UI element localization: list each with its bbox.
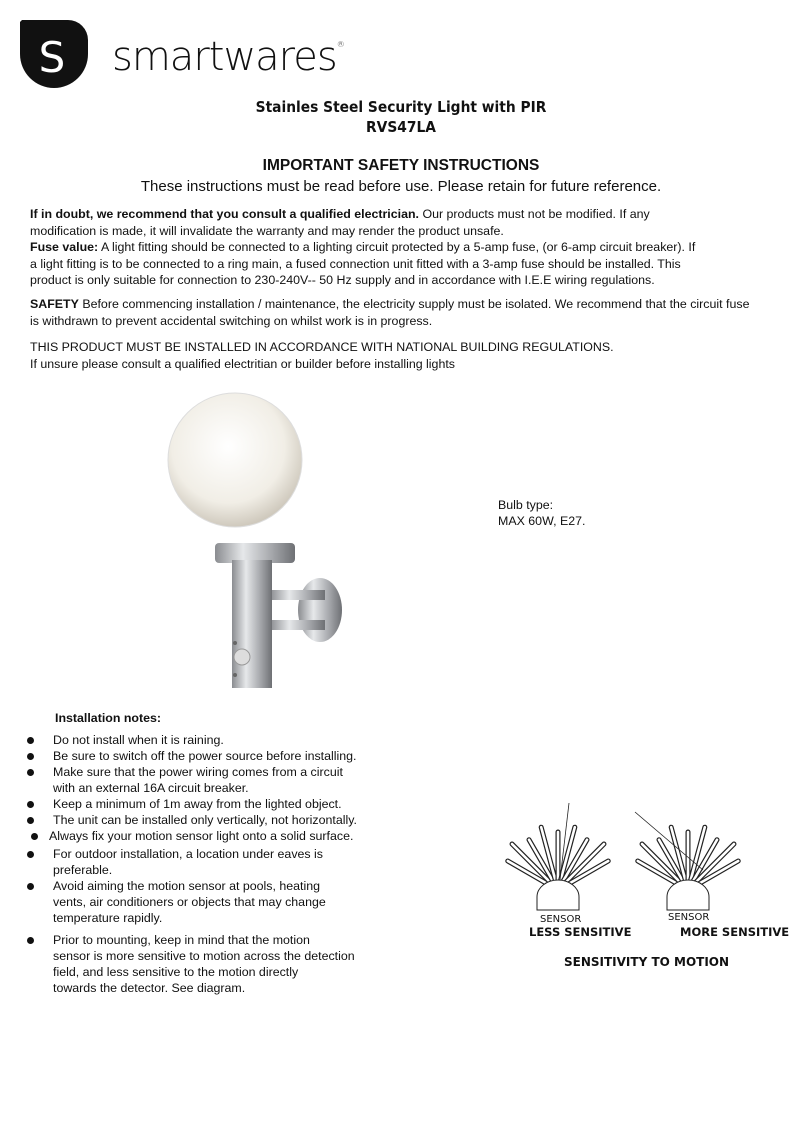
list-item-line: sensor is more sensitive to motion across the detection [53, 949, 355, 963]
product-title: Stainles Steel Security Light with PIR RVS47LA [32, 97, 770, 137]
sensor-icon [667, 880, 709, 910]
more-sensitive-caption: MORE SENSITIVE [680, 925, 790, 939]
list-item [53, 748, 357, 764]
bullet-icon [27, 753, 34, 760]
sensor-icon [537, 880, 579, 910]
list-item-line: field, and less sensitive to the motion directly [53, 965, 299, 979]
list-item [53, 846, 323, 878]
doubt-paragraph: If in doubt, we recommend that you consult a qualified electrician. Our products must not be modified. If any modification is made, it will invalidate the warranty and may render the product unsafe. Fuse value: A light fitting should be connected to a lighting circuit protected by a 5-amp fuse, (or 6-amp circuit breaker). If a light fitting is to be connected to a ring main, a fused connection unit fitted with a 3-amp fuse should be installed. This product is only suitable for connection to 230-240V-- 50 Hz supply and in accordance with I.E.E wiring regulations. [30, 207, 696, 287]
list-item-line: preferable. [53, 863, 113, 877]
bullet-icon [27, 817, 34, 824]
brand-name: smartwares® [112, 34, 344, 80]
model-number: RVS47LA [366, 118, 436, 136]
list-item-line: Do not install when it is raining. [53, 733, 224, 747]
sensitivity-diagram [490, 790, 802, 980]
safety-paragraph: SAFETY Before commencing installation / maintenance, the electricity supply must be isolated. We recommend that the circuit fuse is withdrawn to prevent accidental switching on whilst work is in progress. [30, 297, 750, 328]
list-item [53, 764, 343, 796]
list-item-line: Avoid aiming the motion sensor at pools, heating [53, 879, 321, 893]
list-item-line: Be sure to switch off the power source before installing. [53, 749, 357, 763]
list-item [53, 812, 357, 828]
svg-text:S: S [38, 33, 66, 82]
list-item-line: vents, air conditioners or objects that may change [53, 895, 326, 909]
bullet-icon [27, 851, 34, 858]
list-item-line: Keep a minimum of 1m away from the lighted object. [53, 797, 342, 811]
bullet-icon [27, 737, 34, 744]
list-item-line: Make sure that the power wiring comes from a circuit [53, 765, 343, 779]
list-item [53, 932, 355, 996]
list-item [53, 732, 224, 748]
sensor-label-right: SENSOR [668, 912, 710, 923]
bullet-icon [27, 883, 34, 890]
list-item [49, 828, 353, 844]
bullet-icon [27, 801, 34, 808]
list-item-line: towards the detector. See diagram. [53, 981, 246, 995]
list-item-line: Prior to mounting, keep in mind that the motion [53, 933, 310, 947]
list-item-line: Always fix your motion sensor light onto a solid surface. [49, 829, 354, 843]
list-item-line: with an external 16A circuit breaker. [53, 781, 249, 795]
sensor-label-left: SENSOR [540, 914, 582, 925]
list-item-line: temperature rapidly. [53, 911, 163, 925]
list-item-line: The unit can be installed only vertically, not horizontally. [53, 813, 357, 827]
less-sensitive-caption: LESS SENSITIVE [529, 925, 632, 939]
diagram-title: SENSITIVITY TO MOTION [564, 955, 730, 969]
safety-subheading: These instructions must be read before use. Please retain for future reference. [140, 178, 662, 195]
bullet-icon [27, 769, 34, 776]
safety-heading: IMPORTANT SAFETY INSTRUCTIONS [262, 157, 540, 174]
bullet-icon [31, 833, 38, 840]
list-item [53, 796, 342, 812]
regulations-paragraph: THIS PRODUCT MUST BE INSTALLED IN ACCORDANCE WITH NATIONAL BUILDING REGULATIONS. If unsure please consult a qualified electritian or builder before installing lights [30, 340, 614, 371]
bullet-icon [27, 937, 34, 944]
lamp-product-image [160, 385, 360, 695]
list-item [53, 878, 326, 926]
installation-heading: Installation notes: [55, 711, 162, 725]
smartwares-logo-icon [20, 20, 90, 88]
bulb-type: Bulb type: MAX 60W, E27. [498, 498, 586, 528]
list-item-line: For outdoor installation, a location under eaves is [53, 847, 323, 861]
